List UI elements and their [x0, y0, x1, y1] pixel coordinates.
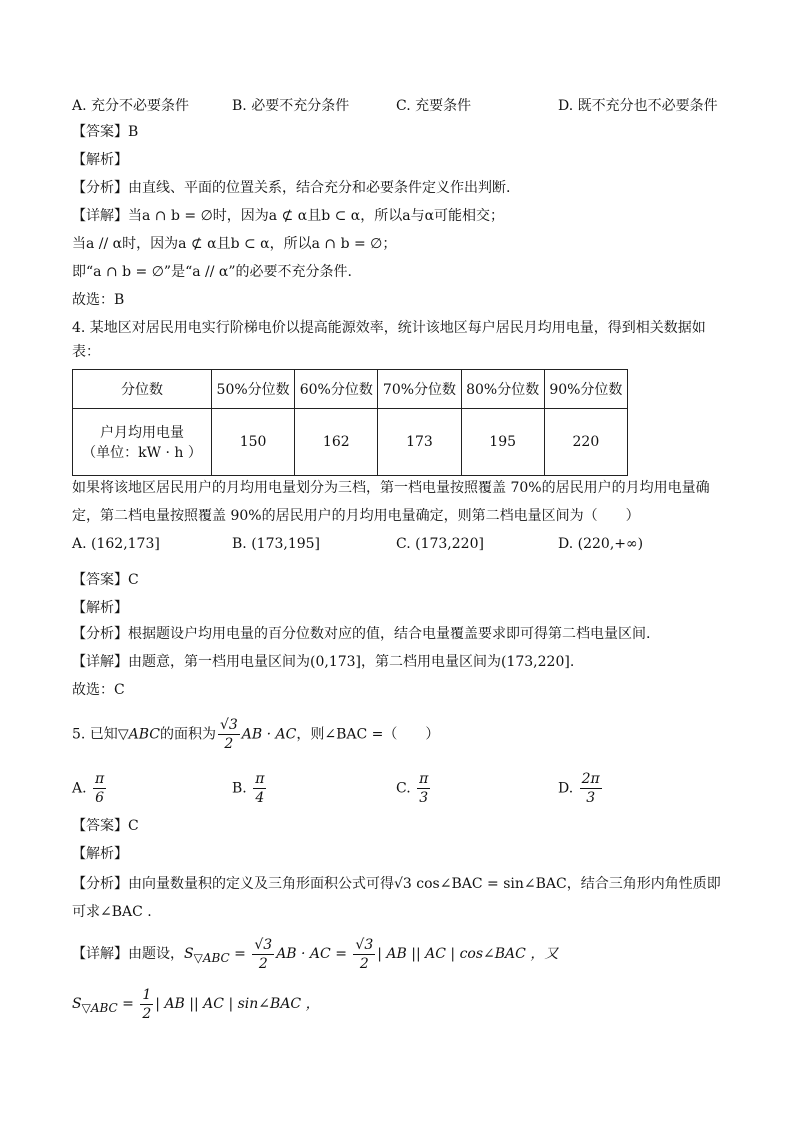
electricity-table — [72, 369, 628, 476]
q4-fenxi: 【分析】根据题设户均用电量的百分位数对应的值，结合电量覆盖要求即可得第二档电量区间. — [72, 626, 651, 642]
table-cell: 195 — [461, 409, 544, 476]
q3-answer: 【答案】B — [72, 124, 139, 140]
q4-guxuan: 故选：C — [72, 682, 125, 698]
q4-xiangjie: 【详解】由题意，第一档用电量区间为(0,173]，第二档用电量区间为(173,220]. — [72, 654, 575, 670]
q3-jiexi: 【解析】 — [72, 152, 128, 168]
q3-option-a: A. 充分不必要条件 — [72, 98, 190, 114]
q4-option-c: C. (173,220] — [396, 536, 484, 552]
q3-xiangjie-1: 【详解】当a ∩ b = ∅时，因为a ⊄ α且b ⊂ α，所以a与α可能相交； — [72, 208, 505, 224]
q4-jiexi: 【解析】 — [72, 600, 128, 616]
q3-option-d: D. 既不充分也不必要条件 — [558, 98, 718, 114]
q3-option-c: C. 充要条件 — [396, 98, 472, 114]
sqrt3-over-2-fraction: $\frac{√3}{2}$ — [219, 717, 238, 752]
q5-xiangjie-2: $S_{▽ABC}$ = $\frac{1}{2}$ | AB || AC | sin∠BAC ， — [72, 986, 320, 1022]
q5-fenxi-1: 【分析】由向量数量积的定义及三角形面积公式可得√3 cos∠BAC = sin∠BAC，结合三角形内角性质即 — [72, 876, 721, 892]
q5-jiexi: 【解析】 — [72, 846, 128, 862]
q5-xiangjie-1: 【详解】由题设，$S_{▽ABC}$ = $\frac{√3}{2}$ AB · AC = $\frac{√3}{2}$ | AB || AC | cos∠BAC ，又 — [72, 936, 559, 972]
q4-stem-2: 表： — [72, 344, 100, 360]
triangle-symbol: ▽ABC — [117, 726, 160, 743]
table-row-label: 户月均用电量 （单位：kW · h ） — [73, 409, 212, 476]
table-header-cell: 70%分位数 — [378, 370, 461, 409]
q4-answer: 【答案】C — [72, 572, 139, 588]
q5-answer: 【答案】C — [72, 818, 139, 834]
q3-guxuan: 故选：B — [72, 292, 125, 308]
q4-option-b: B. (173,195] — [232, 536, 321, 552]
table-header-cell: 90%分位数 — [544, 370, 627, 409]
vector-expression: AB · AC — [241, 726, 297, 743]
q5-fenxi-2: 可求∠BAC . — [72, 904, 152, 920]
table-header-cell: 50%分位数 — [212, 370, 295, 409]
q3-xiangjie-2: 当a // α时，因为a ⊄ α且b ⊂ α，所以a ∩ b = ∅； — [72, 236, 397, 252]
q4-option-a: A. (162,173] — [72, 536, 160, 552]
q5-stem: 5. 已知▽ABC的面积为 $\frac{√3}{2}$ AB · AC，则∠BAC =（ ） — [72, 717, 440, 752]
table-header-cell: 60%分位数 — [295, 370, 378, 409]
q4-stem-4: 定，第二档电量按照覆盖 90%的居民用户的月均用电量确定，则第二档电量区间为（ ） — [72, 508, 640, 524]
table-row-label: 分位数 — [73, 370, 212, 409]
table-cell: 173 — [378, 409, 461, 476]
q3-fenxi: 【分析】由直线、平面的位置关系，结合充分和必要条件定义作出判断. — [72, 180, 511, 196]
q5-option-d: D. $\frac{2\pi}{3}$ — [558, 771, 600, 806]
q5-option-c: C. $\frac{\pi}{3}$ — [396, 771, 429, 806]
q5-option-a: A. $\frac{\pi}{6}$ — [72, 771, 105, 806]
q4-stem-3: 如果将该地区居民用户的月均用电量划分为三档，第一档电量按照覆盖 70%的居民用户的月均用电量确 — [72, 480, 710, 496]
q4-stem-1: 4. 某地区对居民用电实行阶梯电价以提高能源效率，统计该地区每户居民月均用电量，得到相关数据如 — [72, 320, 706, 336]
table-cell: 220 — [544, 409, 627, 476]
q3-xiangjie-3: 即“a ∩ b = ∅”是“a // α”的必要不充分条件. — [72, 264, 352, 280]
table-cell: 150 — [212, 409, 295, 476]
q3-option-b: B. 必要不充分条件 — [232, 98, 350, 114]
table-cell: 162 — [295, 409, 378, 476]
q4-option-d: D. (220,+∞) — [558, 536, 644, 552]
table-header-cell: 80%分位数 — [461, 370, 544, 409]
q5-option-b: B. $\frac{\pi}{4}$ — [232, 771, 265, 806]
